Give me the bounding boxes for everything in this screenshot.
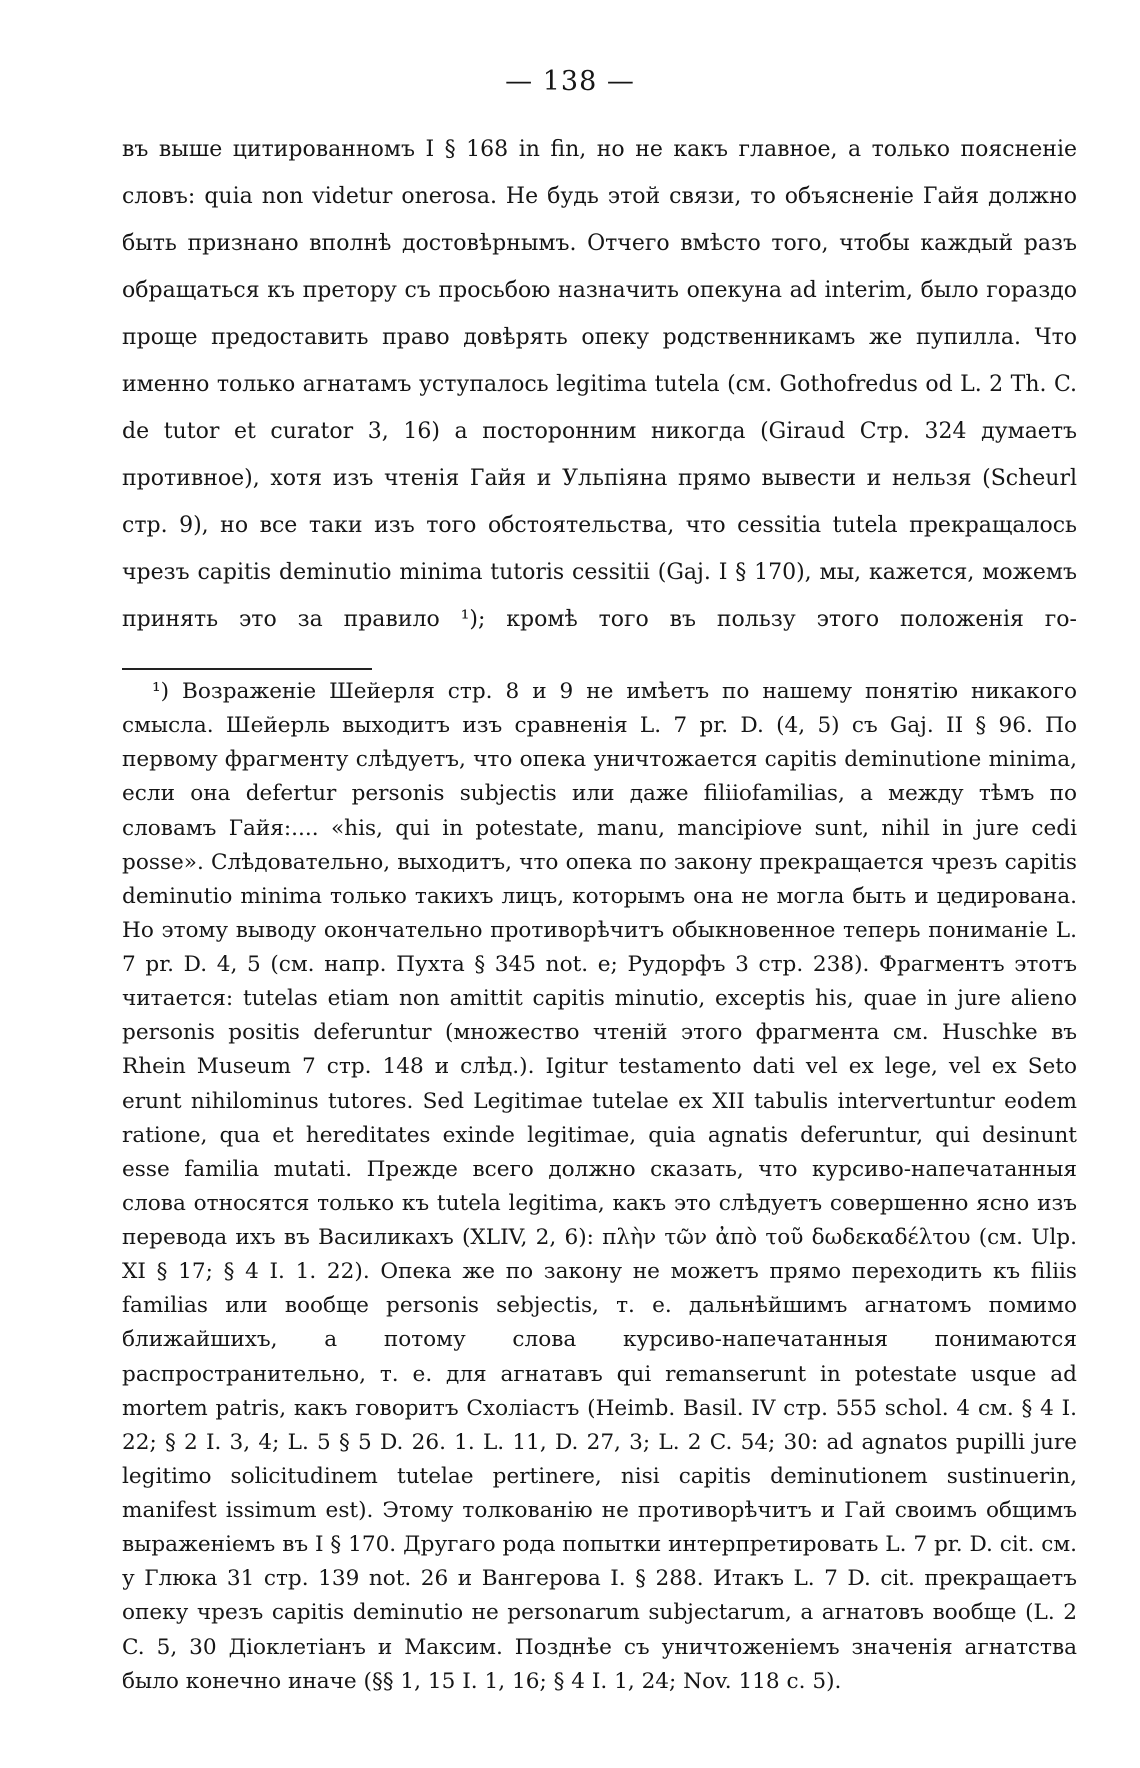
page-number: — 138 — xyxy=(505,66,635,97)
main-text: въ выше цитированномъ I § 168 in fin, но не какъ главное, а только поясненіе словъ: quia non videtur onerosa. Не будь этой связи, то объясненіе Гайя должно быть признано вполнѣ достовѣрнымъ. Отчего вмѣсто того, чтобы каждый разъ обращаться къ претору съ просьбою назначить опекуна ad interim, было гораздо проще предоставить право довѣрять опеку родственникамъ же пупилла. Что именно только агнатамъ уступалось legitima tutela (см. Gothofredus od L. 2 Th. C. de tutor et curator 3, 16) а посторонним никогда (Giraud Стр. 324 думаетъ противное), хотя изъ чтенія Гайя и Ульпіяна прямо вывести и нельзя (Scheurl стр. 9), но все таки изъ того обстоятельства, что cessitia tutela прекращалось чрезъ capitis deminutio minima tutoris cessitii (Gaj. I § 170), мы, кажется, можемъ принять это за правило ¹); кромѣ того въ пользу этого положенія го- xyxy=(122,137,1077,632)
footnote: ¹) Возраженіе Шейерля стр. 8 и 9 не имѣетъ по нашему понятію никакого смысла. Шейерль выходитъ изъ сравненія L. 7 pr. D. (4, 5) съ Gaj. II § 96. По первому фрагменту слѣдуетъ, что опека уничтожается capitis deminutione minima, если она defertur personis subjectis или даже filiiofamilias, а между тѣмъ по словамъ Гайя:.... «his, qui in potestate, manu, mancipiove sunt, nihil in jure cedi posse». Слѣдовательно, выходитъ, что опека по закону прекращается чрезъ capitis deminutio minima только такихъ лицъ, которымъ она не могла быть и цедирована. Но этому выводу окончательно противорѣчитъ обыкновенное теперь пониманіе L. 7 pr. D. 4, 5 (см. напр. Пухта § 345 not. e; Рудорфъ 3 стр. 238). Фрагментъ этотъ читается: tutelas etiam non amittit capitis minutio, exceptis his, quae in jure alieno personis positis deferuntur (множество чтеній этого фрагмента см. Huschke въ Rhein Museum 7 стр. 148 и слѣд.). Igitur testamento dati vel ex lege, vel ex Seto erunt nihilominus tutores. Sed Legitimae tutelae ex XII tabulis intervertuntur eodem ratione, qua et hereditates exinde legitimae, quia agnatis deferuntur, qui desinunt esse familia mutati. Прежде всего должно сказать, что курсиво-напечатанныя слова относятся только къ tutela legitima, какъ это слѣдуетъ совершенно ясно изъ перевода ихъ въ Василикахъ (XLIV, 2, 6): πλὴν τῶν ἀπὸ τοῦ δωδεκαδέλτου (см. Ulp. XI § 17; § 4 I. 1. 22). Опека же по закону не можетъ прямо переходить къ filiis familias или вообще personis sebjectis, т. е. дальнѣйшимъ агнатомъ помимо ближайшихъ, а потому слова курсиво-напечатанныя понимаются распространительно, т. е. для агнатавъ qui remanserunt in potestate usque ad mortem patris, какъ говоритъ Схоліастъ (Heimb. Basil. IV стр. 555 schol. 4 см. § 4 I. 22; § 2 I. 3, 4; L. 5 § 5 D. 26. 1. L. 11, D. 27, 3; L. 2 C. 54; 30: ad agnatos pupilli jure legitimo solicitudinem tutelae pertinere, nisi capitis deminutionem sustinuerin, manifest issimum est). Этому толкованію не противорѣчитъ и Гай своимъ общимъ выраженіемъ въ I § 170. Другаго рода попытки интерпретировать L. 7 pr. D. cit. см. у Глюка 31 стр. 139 not. 26 и Вангерова I. § 288. Итакъ L. 7 D. cit. прекращаетъ опеку чрезъ capitis deminutio не personarum subjectarum, а агнатовъ вообще (L. 2 C. 5, 30 Діоклетіанъ и Максим. Позднѣе съ уничтоженіемъ значенія агнатства было конечно иначе (§§ 1, 15 I. 1, 16; § 4 I. 1, 24; Nov. 118 c. 5). xyxy=(122,679,1077,1694)
footnote-divider xyxy=(122,668,372,670)
